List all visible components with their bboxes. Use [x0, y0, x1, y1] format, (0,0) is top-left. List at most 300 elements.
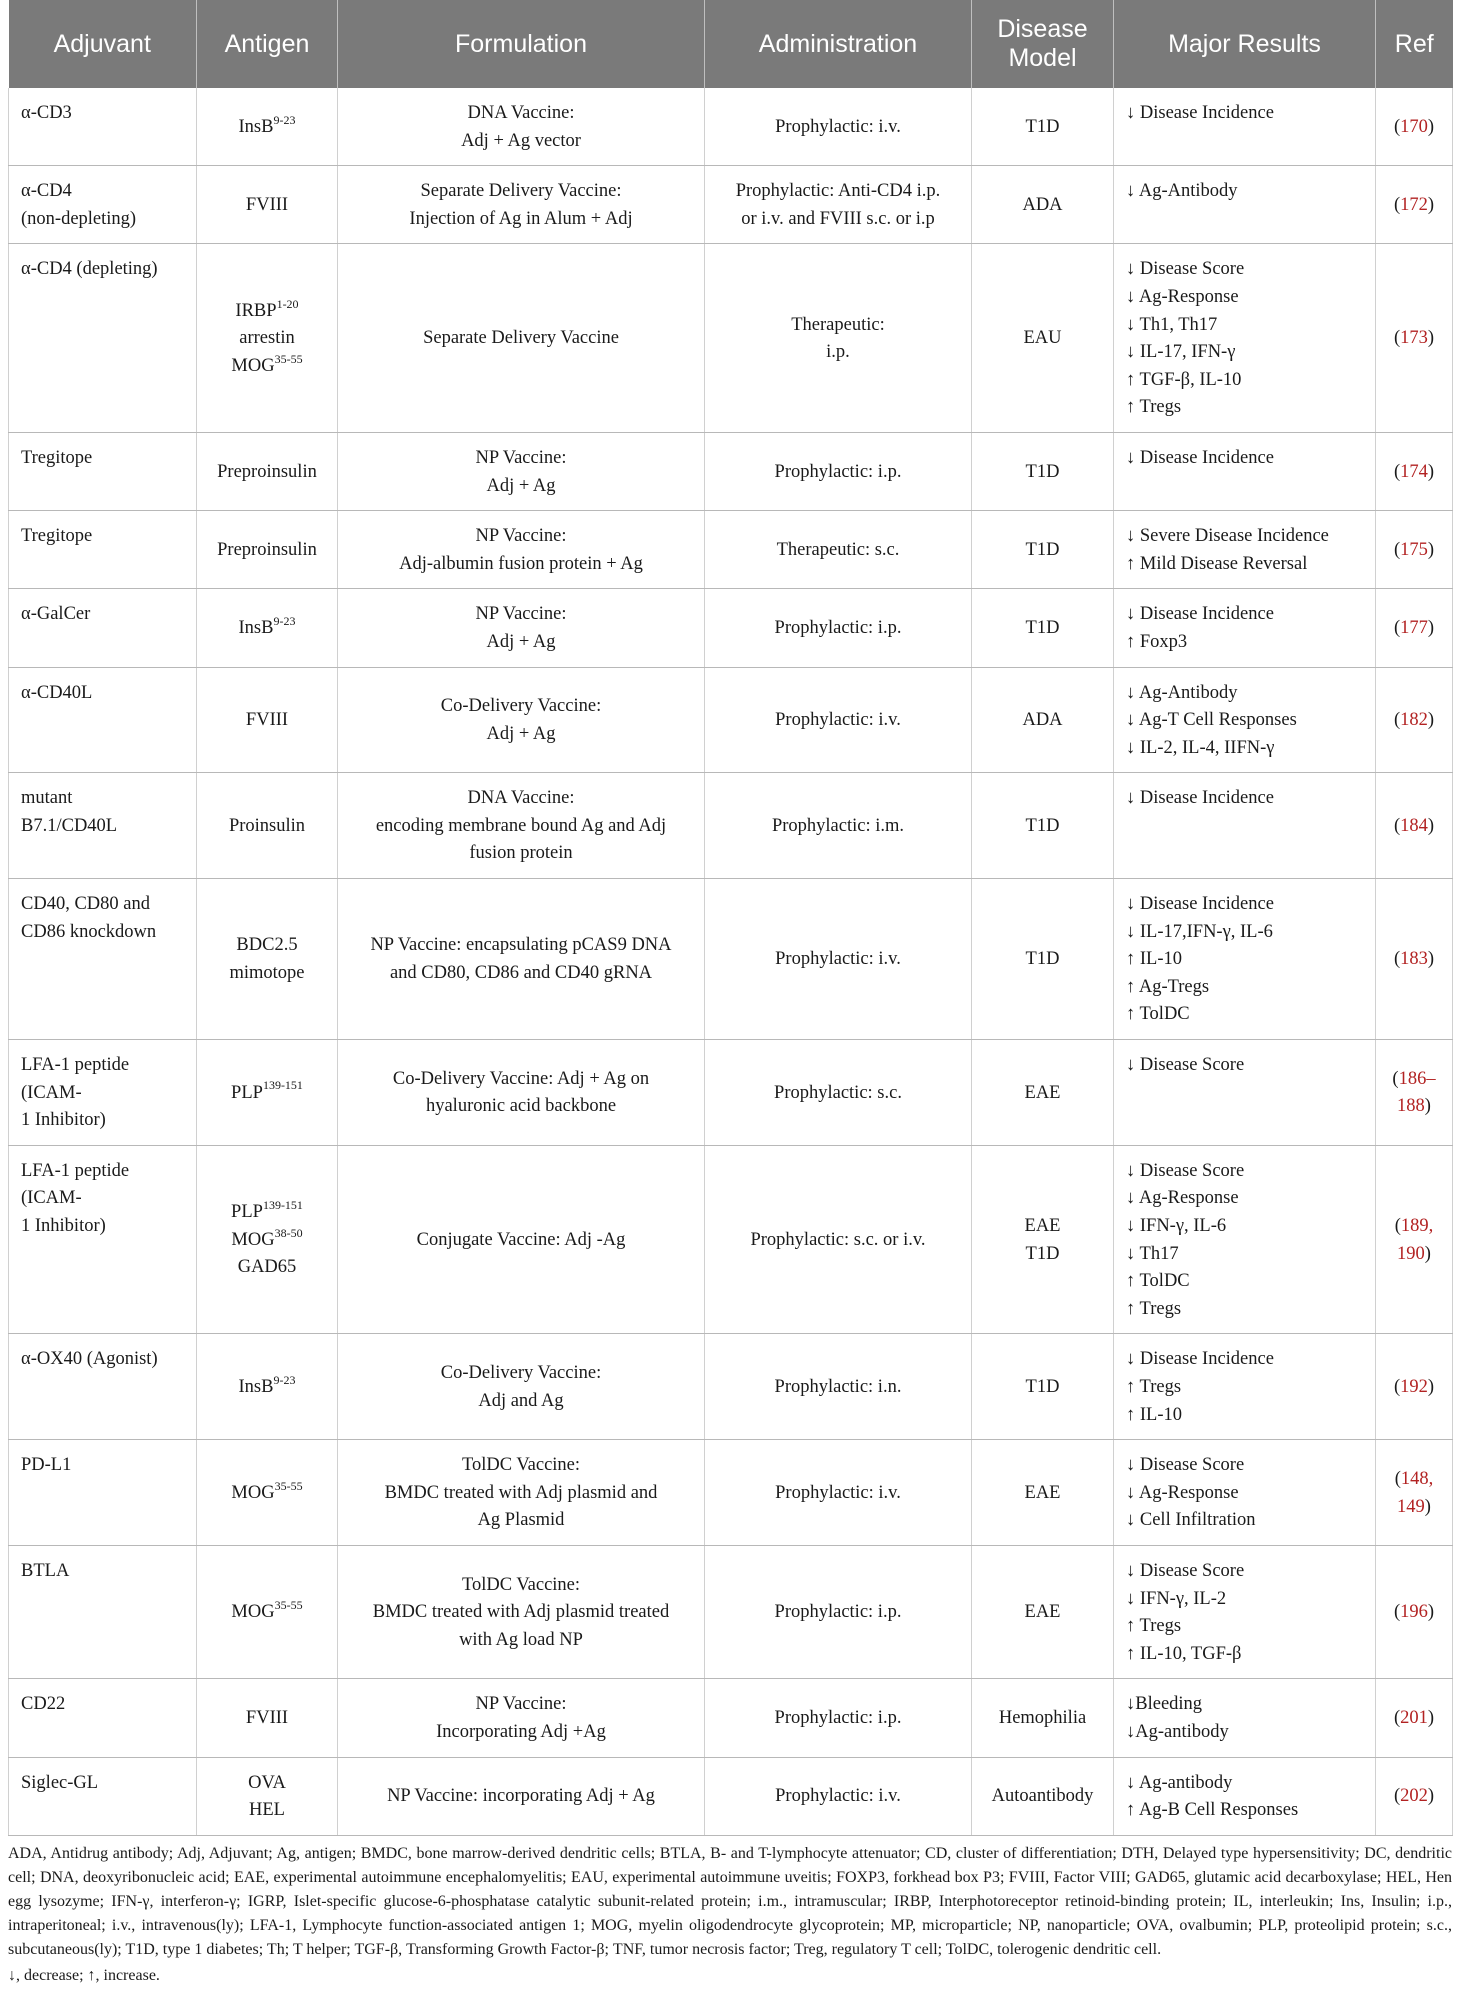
ref-cell[interactable]: [1376, 88, 1453, 166]
cell-line: Adj + Ag: [486, 723, 556, 744]
antigen-cell: [197, 1440, 338, 1546]
cell-line: FVIII: [245, 194, 289, 215]
cell-line: Prophylactic: i.v.: [775, 1482, 901, 1503]
cell-line: ↓ Ag-Response: [1126, 1482, 1239, 1503]
cell-line: BTLA: [21, 1560, 70, 1581]
ref-cell[interactable]: [1376, 244, 1453, 433]
cell-line: Incorporating Adj +Ag: [436, 1721, 606, 1742]
cell-line: DNA Vaccine:: [467, 788, 575, 809]
cell-line: ↑ IL-10: [1126, 949, 1182, 970]
adjuvant-cell: [9, 88, 197, 166]
table-row: [9, 1757, 1453, 1835]
cell-line: ↓ IL-17,IFN-γ, IL-6: [1126, 921, 1273, 942]
cell-line: α-CD4: [21, 181, 72, 202]
administration-cell: [705, 773, 972, 879]
cell-line: ↓ Ag-antibody: [1126, 1772, 1233, 1793]
cell-line: ↓ Disease Score: [1126, 1560, 1245, 1581]
ref-link[interactable]: (183): [1393, 949, 1435, 970]
ref-cell[interactable]: [1376, 1040, 1453, 1146]
cell-line: 1 Inhibitor): [21, 1110, 106, 1131]
ref-link[interactable]: (177): [1393, 618, 1435, 639]
formulation-cell: [338, 1545, 705, 1678]
cell-line: Prophylactic: s.c.: [774, 1082, 902, 1103]
cell-line: Adj and Ag: [478, 1390, 564, 1411]
cell-line: ↑ TGF-β, IL-10: [1126, 369, 1242, 390]
cell-line: BDC2.5: [236, 935, 298, 956]
ref-cell[interactable]: [1376, 1679, 1453, 1757]
antigen-cell: [197, 1040, 338, 1146]
table-row: [9, 244, 1453, 433]
disease-model-cell: [972, 244, 1114, 433]
cell-line: T1D: [1025, 618, 1060, 639]
adjuvant-table: [8, 0, 1453, 1836]
table-row: [9, 667, 1453, 773]
cell-line: Siglec-GL: [21, 1772, 99, 1793]
cell-line: ADA: [1022, 194, 1063, 215]
ref-cell[interactable]: [1376, 432, 1453, 510]
results-cell: [1114, 432, 1376, 510]
cell-line: ↓ Disease Incidence: [1126, 788, 1274, 809]
cell-line: NP Vaccine:: [475, 604, 567, 625]
cell-line: ↓ Disease Incidence: [1126, 604, 1274, 625]
antigen-cell: [197, 1679, 338, 1757]
cell-line: ↓ IFN-γ, IL-6: [1126, 1216, 1227, 1236]
cell-line: Prophylactic: i.p.: [774, 618, 902, 639]
results-cell: [1114, 1145, 1376, 1334]
cell-line: Co-Delivery Vaccine:: [440, 1363, 602, 1384]
disease-model-cell: [972, 1757, 1114, 1835]
cell-line: Prophylactic: i.v.: [775, 1786, 901, 1807]
cell-line: EAE: [1024, 1482, 1061, 1503]
cell-line: LFA-1 peptide: [21, 1055, 130, 1076]
cell-line: Prophylactic: s.c. or i.v.: [750, 1229, 926, 1250]
cell-line: Adj + Ag vector: [461, 130, 581, 151]
cell-line: ↑ Foxp3: [1126, 631, 1188, 652]
ref-cell[interactable]: [1376, 1440, 1453, 1546]
cell-line: ↓ Disease Score: [1126, 1455, 1245, 1476]
cell-line: Separate Delivery Vaccine:: [420, 181, 622, 202]
ref-link[interactable]: (148, 149): [1394, 1468, 1434, 1517]
ref-cell[interactable]: [1376, 1145, 1453, 1334]
antigen-cell: [197, 879, 338, 1040]
cell-line: ↑ Ag-B Cell Responses: [1126, 1800, 1299, 1821]
cell-line: ↓ IL-2, IL-4, IIFN-γ: [1126, 737, 1275, 758]
disease-model-cell: [972, 166, 1114, 244]
administration-cell: [705, 244, 972, 433]
document-page: [8, 0, 1452, 1990]
cell-line: ↓ Ag-T Cell Responses: [1126, 710, 1297, 731]
administration-cell: [705, 166, 972, 244]
cell-line: Therapeutic: s.c.: [776, 539, 900, 560]
cell-line: ↑ Mild Disease Reversal: [1126, 553, 1308, 574]
disease-model-cell: [972, 879, 1114, 1040]
cell-line: T1D: [1025, 1376, 1060, 1397]
formulation-cell: [338, 511, 705, 589]
cell-line: T1D: [1025, 461, 1060, 482]
cell-line: with Ag load NP: [459, 1629, 583, 1650]
results-cell: [1114, 879, 1376, 1040]
antigen-cell: [197, 773, 338, 879]
col-ref-header: Ref: [1376, 0, 1453, 88]
cell-line: T1D: [1025, 116, 1060, 137]
administration-cell: [705, 1145, 972, 1334]
results-cell: [1114, 773, 1376, 879]
disease-model-cell: [972, 1040, 1114, 1146]
cell-line: B7.1/CD40L: [21, 815, 118, 836]
cell-line: ↓ Disease Incidence: [1126, 1349, 1274, 1370]
table-row: [9, 1545, 1453, 1678]
cell-line: EAE: [1024, 1602, 1061, 1623]
table-row: [9, 773, 1453, 879]
ref-cell[interactable]: [1376, 1334, 1453, 1440]
cell-line: Autoantibody: [991, 1786, 1094, 1807]
cell-line: α-GalCer: [21, 604, 91, 625]
footnote-abbreviations: ADA, Antidrug antibody; Adj, Adjuvant; Ag, antigen; BMDC, bone marrow-derived dendritic cells; BTLA, B- and T-lymphocyte attenuator; CD, cluster of differentiation; DTH, Delayed type hypersensitivity; DC, dendritic cell; DNA, deoxyribonucleic acid; EAE, experimental autoimmune encephalomyelitis; EAU, experimental autoimmune uveitis; FOXP3, forkhead box P3; FVIII, Factor VIII; GAD65, glutamic acid decarboxylase; HEL, Hen egg lysozyme; IFN-γ, interferon-γ; IGRP, Islet-specific glucose-6-phosphatase catalytic subunit-related protein; i.m., intramuscular; IRBP, Interphotoreceptor retinoid-binding protein; IL, interleukin; Ins, Insulin; i.p., intraperitoneal; i.v., intravenous(ly); LFA-1, Lymphocyte function-associated antigen 1; MOG, myelin oligodendrocyte glycoprotein; MP, microparticle; NP, nanoparticle; OVA, ovalbumin; PLP, proteolipid protein; s.c., subcutaneous(ly); T1D, type 1 diabetes; Th; T helper; TGF-β, Transforming Growth Factor-β; TNF, tumor necrosis factor; Treg, regulatory T cell; TolDC, tolerogenic dendritic cell.: [8, 1844, 1452, 1958]
cell-line: (non-depleting): [21, 208, 137, 229]
table-row: [9, 1679, 1453, 1757]
cell-line: ↓Ag-antibody: [1126, 1721, 1229, 1742]
formulation-cell: [338, 1440, 705, 1546]
cell-line: TolDC Vaccine:: [461, 1574, 581, 1595]
cell-line: Prophylactic: i.m.: [771, 815, 905, 836]
cell-line: InsB$^{9-23}$: [238, 1372, 296, 1397]
adjuvant-cell: [9, 166, 197, 244]
cell-line: ↑ TolDC: [1126, 1004, 1190, 1025]
cell-line: Prophylactic: i.p.: [774, 1708, 902, 1729]
adjuvant-cell: [9, 879, 197, 1040]
cell-line: ↑ Tregs: [1126, 1298, 1182, 1319]
cell-line: ↓ Disease Incidence: [1126, 894, 1274, 915]
antigen-cell: [197, 1334, 338, 1440]
cell-line: ↑ Tregs: [1126, 1376, 1182, 1397]
results-cell: [1114, 1545, 1376, 1678]
antigen-cell: [197, 667, 338, 773]
results-cell: [1114, 1334, 1376, 1440]
cell-line: ↓Bleeding: [1126, 1694, 1203, 1715]
cell-line: T1D: [1025, 1243, 1060, 1264]
cell-line: Co-Delivery Vaccine:: [440, 696, 602, 717]
cell-line: ↓ Disease Score: [1126, 1055, 1245, 1076]
table-row: [9, 1440, 1453, 1546]
formulation-cell: [338, 88, 705, 166]
ref-link[interactable]: (186– 188): [1392, 1068, 1436, 1117]
administration-cell: [705, 88, 972, 166]
table-row: [9, 1334, 1453, 1440]
cell-line: Prophylactic: i.v.: [775, 949, 901, 970]
cell-line: BMDC treated with Adj plasmid treated: [372, 1602, 670, 1623]
cell-line: Separate Delivery Vaccine: [423, 328, 619, 349]
col-administration-header: Administration: [705, 0, 972, 88]
administration-cell: [705, 1757, 972, 1835]
cell-line: ↑ Tregs: [1126, 1616, 1182, 1637]
disease-model-cell: [972, 1679, 1114, 1757]
cell-line: DNA Vaccine:: [467, 103, 575, 123]
results-cell: [1114, 88, 1376, 166]
results-cell: [1114, 166, 1376, 244]
formulation-cell: [338, 773, 705, 879]
table-row: [9, 166, 1453, 244]
cell-line: Co-Delivery Vaccine: Adj + Ag on: [392, 1068, 650, 1089]
antigen-cell: [197, 1757, 338, 1835]
cell-line: fusion protein: [469, 843, 573, 864]
administration-cell: [705, 667, 972, 773]
cell-line: ↓ IFN-γ, IL-2: [1126, 1588, 1227, 1609]
cell-line: Prophylactic: i.p.: [774, 1602, 902, 1623]
antigen-cell: [197, 166, 338, 244]
antigen-cell: [197, 589, 338, 667]
cell-line: ↑ IL-10, TGF-β: [1126, 1643, 1242, 1664]
ref-cell[interactable]: [1376, 511, 1453, 589]
cell-line: LFA-1 peptide: [21, 1160, 130, 1181]
table-header: [9, 0, 1453, 88]
cell-line: (ICAM-: [21, 1082, 82, 1103]
adjuvant-cell: [9, 1679, 197, 1757]
cell-line: ↓ Disease Score: [1126, 259, 1245, 280]
adjuvant-cell: [9, 1145, 197, 1334]
cell-line: Conjugate Vaccine: Adj -Ag: [416, 1229, 626, 1250]
cell-line: Preproinsulin: [217, 461, 317, 482]
formulation-cell: [338, 244, 705, 433]
formulation-cell: [338, 879, 705, 1040]
results-cell: [1114, 244, 1376, 433]
cell-line: Prophylactic: i.v.: [775, 116, 901, 137]
cell-line: CD22: [21, 1694, 66, 1715]
cell-line: mimotope: [229, 963, 305, 984]
ref-link[interactable]: (175): [1393, 539, 1435, 560]
disease-model-cell: [972, 667, 1114, 773]
cell-line: ↓ Severe Disease Incidence: [1126, 526, 1329, 547]
administration-cell: [705, 589, 972, 667]
adjuvant-cell: [9, 511, 197, 589]
cell-line: arrestin: [239, 328, 295, 349]
cell-line: ↓ Disease Score: [1126, 1160, 1245, 1181]
cell-line: PD-L1: [21, 1455, 72, 1476]
disease-model-cell: [972, 1334, 1114, 1440]
administration-cell: [705, 1679, 972, 1757]
cell-line: HEL: [249, 1800, 285, 1821]
formulation-cell: [338, 166, 705, 244]
cell-line: CD40, CD80 and: [21, 894, 150, 915]
cell-line: ↓ Th1, Th17: [1126, 314, 1218, 335]
cell-line: Ag Plasmid: [477, 1510, 565, 1531]
ref-link[interactable]: (174): [1393, 461, 1435, 482]
cell-line: InsB$^{9-23}$: [238, 112, 296, 137]
adjuvant-cell: [9, 1040, 197, 1146]
cell-line: ↓ Ag-Response: [1126, 1188, 1239, 1209]
disease-model-cell: [972, 88, 1114, 166]
ref-link[interactable]: (184): [1393, 815, 1435, 836]
cell-line: encoding membrane bound Ag and Adj: [375, 815, 667, 836]
cell-line: Adj + Ag: [486, 475, 556, 496]
cell-line: PLP$^{139-151}$: [231, 1078, 303, 1103]
cell-line: Proinsulin: [228, 815, 306, 836]
ref-link[interactable]: (201): [1393, 1708, 1435, 1729]
adjuvant-cell: [9, 432, 197, 510]
results-cell: [1114, 1440, 1376, 1546]
disease-model-cell: [972, 1545, 1114, 1678]
cell-line: Tregitope: [21, 526, 93, 547]
cell-line: BMDC treated with Adj plasmid and: [384, 1482, 658, 1503]
table-row: [9, 88, 1453, 166]
cell-line: GAD65: [237, 1257, 297, 1278]
cell-line: or i.v. and FVIII s.c. or i.p: [741, 208, 935, 229]
antigen-cell: [197, 244, 338, 433]
cell-line: ↓ Cell Infiltration: [1126, 1510, 1256, 1531]
cell-line: MOG$^{35-55}$: [231, 1478, 303, 1503]
disease-model-cell: [972, 1145, 1114, 1334]
disease-model-cell: [972, 589, 1114, 667]
cell-line: i.p.: [826, 342, 850, 363]
formulation-cell: [338, 1145, 705, 1334]
ref-cell[interactable]: [1376, 166, 1453, 244]
cell-line: ↓ Ag-Antibody: [1126, 682, 1238, 703]
cell-line: and CD80, CD86 and CD40 gRNA: [389, 963, 653, 984]
adjuvant-cell: [9, 667, 197, 773]
formulation-cell: [338, 432, 705, 510]
disease-model-cell: [972, 511, 1114, 589]
cell-line: ↑ Ag-Tregs: [1126, 976, 1210, 997]
administration-cell: [705, 1545, 972, 1678]
ref-cell[interactable]: [1376, 773, 1453, 879]
cell-line: PLP$^{139-151}$: [231, 1198, 303, 1223]
antigen-cell: [197, 511, 338, 589]
formulation-cell: [338, 667, 705, 773]
antigen-cell: [197, 432, 338, 510]
ref-cell[interactable]: [1376, 1757, 1453, 1835]
ref-cell[interactable]: [1376, 589, 1453, 667]
cell-line: NP Vaccine:: [475, 1694, 567, 1715]
cell-line: ↓ IL-17, IFN-γ: [1126, 342, 1236, 363]
cell-line: mutant: [21, 788, 73, 809]
ref-link[interactable]: (192): [1393, 1376, 1435, 1397]
cell-line: ↓ Ag-Response: [1126, 286, 1239, 307]
adjuvant-cell: [9, 244, 197, 433]
formulation-cell: [338, 1757, 705, 1835]
cell-line: ↑ IL-10: [1126, 1404, 1182, 1425]
ref-link[interactable]: (189, 190): [1394, 1216, 1434, 1264]
ref-link[interactable]: (173): [1393, 328, 1435, 349]
cell-line: 1 Inhibitor): [21, 1216, 106, 1236]
results-cell: [1114, 1040, 1376, 1146]
formulation-cell: [338, 1040, 705, 1146]
cell-line: Adj + Ag: [486, 631, 556, 652]
ref-link[interactable]: (196): [1393, 1602, 1435, 1623]
administration-cell: [705, 511, 972, 589]
cell-line: Injection of Ag in Alum + Adj: [409, 208, 633, 229]
cell-line: Prophylactic: i.v.: [775, 710, 901, 731]
col-major-results-header: Major Results: [1114, 0, 1376, 88]
table-row: [9, 1040, 1453, 1146]
cell-line: TolDC Vaccine:: [461, 1455, 581, 1476]
cell-line: IRBP$^{1-20}$: [235, 296, 299, 321]
cell-line: MOG$^{35-55}$: [231, 1598, 303, 1623]
cell-line: FVIII: [245, 1708, 289, 1729]
cell-line: α-CD4 (depleting): [21, 259, 158, 280]
antigen-cell: [197, 88, 338, 166]
cell-line: T1D: [1025, 949, 1060, 970]
cell-line: (ICAM-: [21, 1188, 82, 1209]
administration-cell: [705, 1440, 972, 1546]
formulation-cell: [338, 1334, 705, 1440]
adjuvant-cell: [9, 589, 197, 667]
col-adjuvant-header: Adjuvant: [9, 0, 197, 88]
cell-line: EAU: [1023, 328, 1062, 349]
disease-model-cell: [972, 773, 1114, 879]
cell-line: α-CD3: [21, 103, 72, 123]
antigen-cell: [197, 1145, 338, 1334]
cell-line: T1D: [1025, 815, 1060, 836]
table-row: [9, 511, 1453, 589]
ref-cell[interactable]: [1376, 667, 1453, 773]
results-cell: [1114, 667, 1376, 773]
ref-cell[interactable]: [1376, 1545, 1453, 1678]
formulation-cell: [338, 589, 705, 667]
table-row: [9, 432, 1453, 510]
cell-line: ↑ Tregs: [1126, 397, 1182, 418]
ref-link[interactable]: (182): [1393, 710, 1435, 731]
cell-line: Adj-albumin fusion protein + Ag: [399, 553, 643, 574]
ref-cell[interactable]: [1376, 879, 1453, 1040]
results-cell: [1114, 1757, 1376, 1835]
cell-line: Hemophilia: [998, 1708, 1087, 1729]
cell-line: InsB$^{9-23}$: [238, 613, 296, 639]
ref-link[interactable]: (170): [1393, 116, 1435, 137]
cell-line: ↓ Ag-Antibody: [1126, 181, 1238, 202]
col-disease-model-header: Disease Model: [972, 0, 1114, 88]
cell-line: Prophylactic: i.n.: [774, 1376, 902, 1397]
cell-line: NP Vaccine:: [475, 526, 567, 547]
table-row: [9, 879, 1453, 1040]
col-antigen-header: Antigen: [197, 0, 338, 88]
cell-line: T1D: [1025, 539, 1060, 560]
footnote-arrows: ↓, decrease; ↑, increase.: [8, 1966, 160, 1984]
col-formulation-header: Formulation: [338, 0, 705, 88]
header-row: [9, 0, 1453, 88]
cell-line: α-OX40 (Agonist): [21, 1349, 158, 1370]
results-cell: [1114, 1679, 1376, 1757]
cell-line: MOG$^{35-55}$: [231, 351, 303, 376]
cell-line: Tregitope: [21, 447, 93, 468]
cell-line: ↓ Th17: [1126, 1243, 1179, 1264]
cell-line: NP Vaccine: incorporating Adj + Ag: [387, 1786, 655, 1807]
antigen-cell: [197, 1545, 338, 1678]
cell-line: FVIII: [245, 710, 289, 731]
cell-line: Prophylactic: Anti-CD4 i.p.: [735, 181, 941, 202]
cell-line: EAE: [1024, 1082, 1061, 1103]
adjuvant-cell: [9, 1545, 197, 1678]
cell-line: CD86 knockdown: [21, 921, 157, 942]
cell-line: Prophylactic: i.p.: [774, 461, 902, 482]
table-row: [9, 1145, 1453, 1334]
adjuvant-cell: [9, 773, 197, 879]
ref-link[interactable]: (172): [1393, 194, 1435, 215]
results-cell: [1114, 511, 1376, 589]
cell-line: Therapeutic:: [791, 314, 885, 335]
table-footnotes: [8, 1842, 1452, 1988]
cell-line: ↓ Disease Incidence: [1126, 103, 1274, 123]
ref-link[interactable]: (202): [1393, 1786, 1435, 1807]
table-body: [9, 88, 1453, 1835]
adjuvant-cell: [9, 1440, 197, 1546]
adjuvant-cell: [9, 1757, 197, 1835]
cell-line: MOG$^{38-50}$: [231, 1225, 303, 1250]
formulation-cell: [338, 1679, 705, 1757]
cell-line: ↑ TolDC: [1126, 1271, 1190, 1292]
table-row: [9, 589, 1453, 667]
cell-line: NP Vaccine: encapsulating pCAS9 DNA: [370, 935, 672, 956]
disease-model-cell: [972, 432, 1114, 510]
adjuvant-cell: [9, 1334, 197, 1440]
